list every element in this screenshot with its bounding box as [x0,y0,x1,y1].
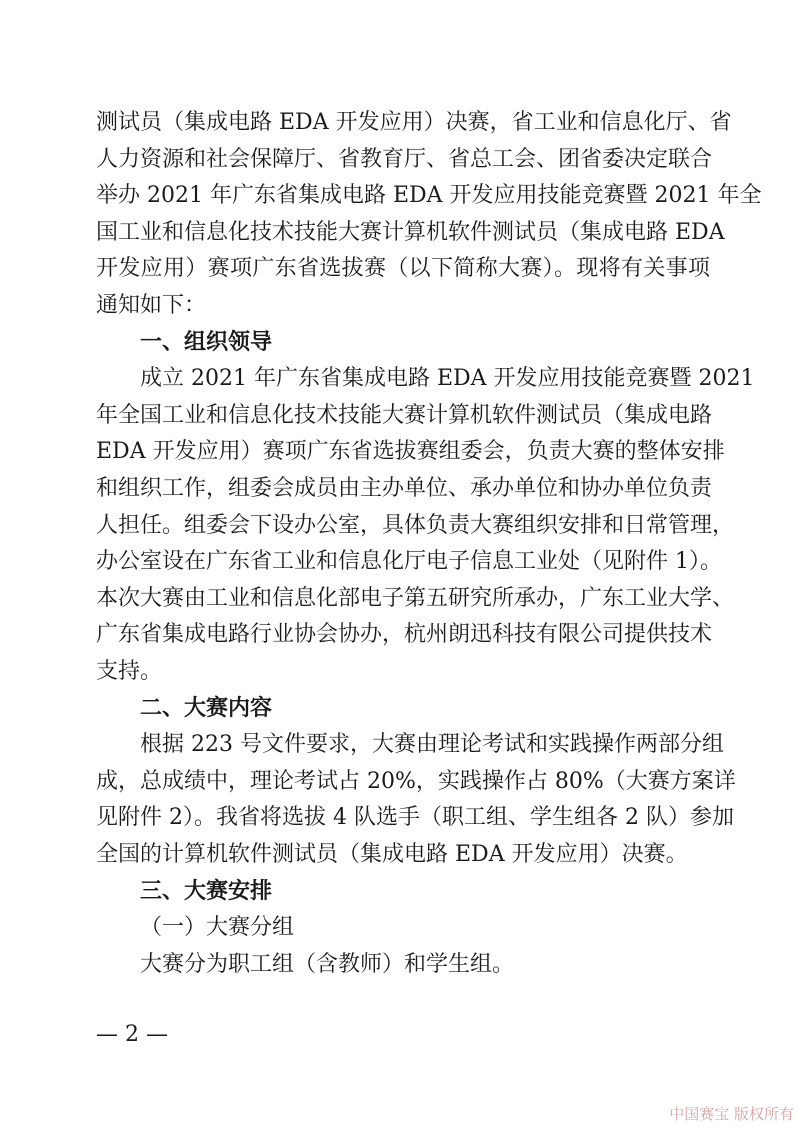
text-line: 和组织工作，组委会成员由主办单位、承办单位和协办单位负责 [96,476,713,501]
text-line: 成，总成绩中，理论考试占 20%，实践操作占 80%（大赛方案详 [96,769,736,794]
page-number: — 2 — [96,1022,168,1047]
text-line: 国工业和信息化技术技能大赛计算机软件测试员（集成电路 EDA [96,220,725,245]
text-line: 支持。 [96,659,163,684]
text-line: EDA 开发应用）赛项广东省选拔赛组委会，负责大赛的整体安排 [96,439,725,464]
section-heading: 三、大赛安排 [140,879,273,904]
text-line: （一）大赛分组 [140,915,295,940]
text-line: 年全国工业和信息化技术技能大赛计算机软件测试员（集成电路 [96,403,713,428]
text-line: 通知如下： [96,293,207,318]
copyright-watermark: 中国赛宝 版权所有 [669,1105,794,1123]
text-line: 成立 2021 年广东省集成电路 EDA 开发应用技能竞赛暨 2021 [140,366,755,391]
section-heading: 一、组织领导 [140,330,273,355]
text-line: 举办 2021 年广东省集成电路 EDA 开发应用技能竞赛暨 2021 年全 [96,183,762,208]
text-line: 大赛分为职工组（含教师）和学生组。 [140,952,515,977]
text-line: 根据 223 号文件要求，大赛由理论考试和实践操作两部分组 [140,732,724,757]
text-line: 见附件 2）。我省将选拔 4 队选手（职工组、学生组各 2 队）参加 [96,805,734,830]
text-line: 办公室设在广东省工业和信息化厅电子信息工业处（见附件 1）。 [96,549,722,574]
text-line: 人担任。组委会下设办公室，具体负责大赛组织安排和日常管理， [96,513,735,538]
text-line: 本次大赛由工业和信息化部电子第五研究所承办，广东工业大学、 [96,586,735,611]
text-line: 开发应用）赛项广东省选拔赛（以下简称大赛）。现将有关事项 [96,256,710,281]
text-line: 人力资源和社会保障厅、省教育厅、省总工会、团省委决定联合 [96,147,713,172]
text-line: 全国的计算机软件测试员（集成电路 EDA 开发应用）决赛。 [96,842,688,867]
text-line: 测试员（集成电路 EDA 开发应用）决赛，省工业和信息化厅、省 [96,110,732,135]
text-line: 广东省集成电路行业协会协办，杭州朗迅科技有限公司提供技术 [96,622,713,647]
section-heading: 二、大赛内容 [140,696,273,721]
